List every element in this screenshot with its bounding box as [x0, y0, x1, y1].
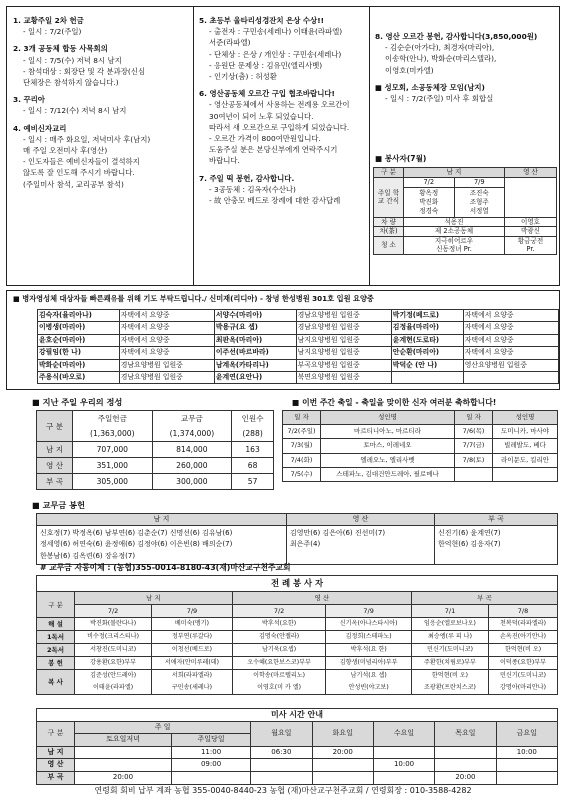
liturgy-cell: 한억현(비 오): [489, 644, 558, 657]
tithe-line: 한억현(6) 김응자(7): [438, 540, 501, 549]
patient-cell: 김숙자(율리아나): [38, 310, 120, 322]
patient-cell: 북면요양병원 입원중: [296, 372, 391, 384]
feast-cell: 빌레발도, 베다: [493, 439, 558, 453]
liturgy-row: [37, 644, 558, 657]
announcement-item: [199, 173, 365, 207]
liturgy-cell: 남기석(요 셉) 안성빈(야고보): [326, 670, 411, 695]
mass-day: 월요일: [251, 721, 312, 746]
liturgy-cell: 김향생(미념리아)부부: [326, 657, 411, 670]
liturgy-cell: 주환한(치림로)부부: [411, 657, 488, 670]
liturgy-label-header: 구 분: [37, 592, 75, 618]
patient-cell: 자택에서 요양중: [463, 310, 558, 322]
finance-cell: 351,000: [73, 458, 153, 474]
tithe-table: [36, 513, 558, 565]
finance-row: [37, 442, 274, 458]
patient-cell: 자택에서 요양중: [119, 347, 214, 359]
vol-cell: 이영호: [505, 217, 557, 227]
feast-cell: 엘레오노, 엘리사벳: [321, 453, 455, 467]
patient-cell: 최판옥(마리아): [214, 334, 296, 346]
feast-cell: 7/2(주일): [283, 425, 321, 439]
liturgy-cell: 민신기(도미니코) 강명아(마리안나): [489, 670, 558, 695]
volunteers-title: ■ 봉사자(7월): [375, 154, 427, 163]
mass-cell: [496, 771, 557, 784]
liturgy-cell: 한억현(비 오) 조광환(프란치스코): [411, 670, 488, 695]
liturgy-title: 전 례 봉 사 자: [37, 576, 558, 592]
liturgy-row: [37, 618, 558, 631]
mass-cell: 20:00: [435, 771, 496, 784]
announcement-line: 단체장은 참석하지 않습니다.): [23, 78, 119, 88]
feasts-title: ■ 이번 주간 축일 - 축일을 맞이한 신자 여러분 축하합니다!: [292, 398, 497, 407]
tithe-bugok: [435, 526, 558, 565]
mass-cell: [373, 746, 434, 759]
feast-header: 일 자: [283, 411, 321, 425]
mass-day: 수요일: [373, 721, 434, 746]
feast-cell: 토마스, 이레네오: [321, 439, 455, 453]
patient-row: [38, 359, 559, 371]
announcement-item: [199, 88, 365, 166]
announcement-line: 도움주실 분은 본당신부에게 연락주시기: [209, 145, 338, 155]
patient-cell: 경남요양병원 입원중: [296, 322, 391, 334]
mass-cell: 20:00: [75, 771, 172, 784]
fin-h: 교무금: [152, 411, 232, 427]
feast-cell: 라이문도, 킬리안: [493, 453, 558, 467]
announcement-line: 않도록 잘 인도해 주시기 바랍니다.: [23, 168, 135, 178]
patient-cell: 안순환(마리아): [391, 347, 463, 359]
liturgy-cell: 김명숙(안젤라): [232, 631, 326, 644]
announcement-line: 매 주일 오전미사 후(영산): [23, 146, 108, 156]
patient-cell: [391, 372, 463, 384]
bulletin-page: [6, 6, 560, 794]
liturgy-cell: 신기옥(아나스타시아): [326, 618, 411, 631]
patient-cell: 이주선(바르바라): [214, 347, 296, 359]
mass-sunday: 주 일: [75, 721, 251, 734]
footer-account: 연령회 회비 납부 계좌 농협 355-0040-8440-23 농협 (재)마산교구천주교회 / 연령회장 : 010-3588-4282: [94, 786, 472, 795]
tithe-title: ■ 교무금 봉헌: [32, 500, 85, 510]
patient-cell: 주용식(바오로): [38, 372, 120, 384]
vol-h-yeongsan: 영 산: [505, 168, 557, 178]
announcement-line: - 영산공동체에서 사용하는 전례용 오르간이: [209, 100, 350, 110]
mass-cell: 06:30: [251, 746, 312, 759]
mass-cell: [75, 746, 172, 759]
announcement-line: - 인도자들은 예비신자들이 결석하지: [23, 157, 140, 167]
mass-label: 남 지: [37, 746, 75, 759]
fin-h: 주일헌금: [73, 411, 153, 427]
announcement-line: 30여년이 되어 노후 되었습니다.: [209, 111, 314, 121]
mass-sunday-sub: 토요일저녁: [75, 734, 172, 747]
liturgy-cell: 이학송(마르텔리노) 이영호(미 카 엘): [232, 670, 326, 695]
liturgy-label: 복 사: [37, 670, 75, 695]
feast-row: [283, 425, 558, 439]
announcement-item: [13, 123, 189, 190]
feast-header: 성인명: [493, 411, 558, 425]
liturgy-cell: 임응순(엘로보나오): [411, 618, 488, 631]
feast-cell: 7/3(월): [283, 439, 321, 453]
mass-cell: [251, 759, 312, 772]
finance-cell: 163: [232, 442, 274, 458]
announcement-title: 3. 꾸리아: [13, 95, 45, 105]
announcement-item: [13, 43, 189, 88]
announcement-line: - 김순순(아가다), 최경자(마리아),: [385, 43, 495, 53]
liturgy-cell: 남기욱(요셉): [232, 644, 326, 657]
patient-cell: 영산요양병원 입원중: [463, 359, 558, 371]
mass-day: 화요일: [312, 721, 373, 746]
vol-cell: 황옥정 박진화 정경숙: [404, 188, 455, 217]
tithe-h: 부 곡: [435, 514, 558, 526]
liturgy-cell: 서창진(도미니코): [75, 644, 152, 657]
liturgy-label: 해 설: [37, 618, 75, 631]
feasts-table: [282, 410, 558, 482]
mass-sunday-sub: 주일당일: [171, 734, 250, 747]
volunteers-table: [373, 167, 557, 255]
feast-cell: 7/8(토): [455, 453, 493, 467]
mass-label-header: 구 분: [37, 721, 75, 746]
fin-h-label: 구 분: [37, 411, 73, 442]
announcement-line: - 일시 : 7/5(수) 저녁 8시 남지: [23, 55, 122, 65]
mass-title: 미사 시간 안내: [37, 709, 558, 722]
liturgy-cell: 박진화(볼란다나): [75, 618, 152, 631]
tithe-namji: [37, 526, 287, 565]
liturgy-cell: 박후석(요한): [232, 618, 326, 631]
finance-cell: 814,000: [152, 442, 232, 458]
patient-cell: 이병생(마리아): [38, 322, 120, 334]
announcement-title: 7. 주일 떡 봉헌, 감사합니다.: [199, 173, 295, 183]
feast-cell: 7/6(목): [455, 425, 493, 439]
liturgy-group: 영 산: [232, 592, 411, 605]
finance-cell: 영 산: [37, 458, 73, 474]
feast-cell: 7/7(금): [455, 439, 493, 453]
mass-cell: 10:00: [373, 759, 434, 772]
announcement-line: - 응원단 문제상 : 김유민(엘리사벳): [209, 60, 323, 70]
vol-cell: 제 2소공동체: [404, 227, 505, 237]
patient-cell: 박용규(요 셉): [214, 322, 296, 334]
mass-cell: 10:00: [496, 746, 557, 759]
announcement-line: 따라서 새 오르간으로 구입하게 되었습니다.: [209, 122, 350, 132]
finance-row: [37, 458, 274, 474]
vol-label: 차(茶): [374, 227, 404, 237]
patient-cell: 박화순(마리아): [38, 359, 120, 371]
patient-row: [38, 334, 559, 346]
feast-cell: 도미니카, 마사야: [493, 425, 558, 439]
liturgy-cell: 정부연(루갈다): [152, 631, 233, 644]
finance-title: ■ 지난 주일 우리의 정성: [32, 397, 123, 407]
announcement-line: 이영호(미카엘): [385, 65, 434, 75]
vol-h-namji: 남 지: [404, 168, 505, 178]
mass-day: 목요일: [435, 721, 496, 746]
liturgy-cell: 민신기(도미니코): [411, 644, 488, 657]
patient-row: [38, 347, 559, 359]
announcement-title: 6. 영산공동체 오르간 구입 협조바랍니다!: [199, 89, 335, 99]
feast-row: [283, 439, 558, 453]
liturgy-cell: 김준성(안드레아) 이태윤(라파엘): [75, 670, 152, 695]
liturgy-date: 7/2: [75, 605, 152, 618]
mass-cell: 11:00: [171, 746, 250, 759]
vol-label: 차 량: [374, 217, 404, 227]
fin-sub: (1,374,000): [152, 426, 232, 442]
announcement-item: [199, 15, 365, 82]
patient-cell: 박덕순 (안 나): [391, 359, 463, 371]
patient-row: [38, 310, 559, 322]
liturgy-group: 남 지: [75, 592, 233, 605]
announcement-line: - 단체상 : 은상 / 개인상 : 구민송(세레나): [209, 49, 342, 59]
finance-cell: 부 곡: [37, 474, 73, 490]
feast-row: [283, 467, 558, 481]
liturgy-table: [36, 575, 558, 695]
patient-cell: [463, 372, 558, 384]
mass-cell: [312, 771, 373, 784]
tithe-line: 한봉남(6) 김옥련(6) 장유정(7): [40, 551, 136, 560]
liturgy-cell: 손옥진(아기안나): [489, 631, 558, 644]
mass-row: [37, 771, 558, 784]
liturgy-cell: 최승엥(루 피 나): [411, 631, 488, 644]
patient-cell: 김정율(마리아): [391, 322, 463, 334]
vol-cell: 지극히어르우 신동정녀 Pr.: [404, 236, 505, 254]
feast-header: 성인명: [321, 411, 455, 425]
mass-cell: 09:00: [171, 759, 250, 772]
feast-row: [283, 453, 558, 467]
tithe-line: 김영만(6) 김은아(6) 진선미(7): [290, 529, 386, 538]
mass-row: [37, 759, 558, 772]
vol-cell: 석용진: [404, 217, 505, 227]
patient-cell: 남계옥(카타리나): [214, 359, 296, 371]
finance-cell: 305,000: [73, 474, 153, 490]
finance-cell: 68: [232, 458, 274, 474]
patient-cell: 남지요양병원 입원중: [296, 334, 391, 346]
patient-cell: 자택에서 요양중: [119, 310, 214, 322]
tithe-h: 남 지: [37, 514, 287, 526]
patient-cell: 경남요양병원 입원중: [119, 359, 214, 371]
announcement-line: 바랍니다.: [209, 156, 240, 166]
announcement-item: [13, 15, 189, 37]
mass-cell: [435, 759, 496, 772]
announcement-title: 8. 영산 오르간 봉헌, 감사합니다(3,850,000원): [375, 32, 538, 41]
announcement-line: - 인기상(춤) : 허성환: [209, 72, 277, 82]
liturgy-cell: 김정희(스테파노): [326, 631, 411, 644]
announcement-item: [375, 31, 557, 76]
feast-cell: [493, 467, 558, 481]
finance-cell: 남 지: [37, 442, 73, 458]
mass-cell: [75, 759, 172, 772]
announcement-title: 2. 3개 공동체 합동 사목회의: [13, 44, 108, 54]
liturgy-cell: 비수정(크리스티나): [75, 631, 152, 644]
announcements-col-2: [199, 15, 365, 212]
feast-header: 일 자: [455, 411, 493, 425]
liturgy-cell: 서희(라파엘라) 구민송(세레나): [152, 670, 233, 695]
tithe-yeongsan: [287, 526, 435, 565]
feast-cell: 7/4(화): [283, 453, 321, 467]
liturgy-cell: 박후석(요 한): [326, 644, 411, 657]
liturgy-row: [37, 670, 558, 695]
announcement-title: 4. 예비신자교리: [13, 123, 67, 133]
finance-cell: 300,000: [152, 474, 232, 490]
fin-sub: (288): [232, 426, 274, 442]
liturgy-date: 7/1: [411, 605, 488, 618]
tithe-line: 신호정(7) 박정옥(6) 남부연(6) 김춘순(7) 신명선(6) 김유남(6): [40, 529, 233, 538]
liturgy-cell: 베미숙(맹기): [152, 618, 233, 631]
liturgy-label: 봉 헌: [37, 657, 75, 670]
mass-cell: [251, 771, 312, 784]
mass-cell: [373, 771, 434, 784]
patient-cell: 자택에서 요양중: [119, 334, 214, 346]
liturgy-date: 7/9: [152, 605, 233, 618]
feast-cell: 스테파노, 김대건안드레아, 필로메나: [321, 467, 455, 481]
announcements-box: [6, 6, 560, 286]
announcement-line: - 일시 : 7/2(주일) 미사 후 회합실: [385, 94, 494, 104]
announcement-line: 서준(라파엘): [209, 38, 251, 48]
vol-label: 주일 학교 간식: [374, 177, 404, 217]
mass-cell: [435, 746, 496, 759]
patient-cell: 자택에서 요양중: [463, 334, 558, 346]
patients-box: [6, 290, 560, 390]
vol-cell: 조진숙 조형주 서정열: [454, 188, 505, 217]
patient-cell: 윤호순(마리아): [38, 334, 120, 346]
liturgy-group: 부 곡: [411, 592, 557, 605]
announcement-line: - 일시 : 7/12(수) 저녁 8시 남지: [23, 106, 127, 116]
tithe-account: # 교무금 자동이체 : (농협)355-0014-8180-43(재)마산교구천주교회: [40, 563, 291, 572]
announcement-line: - 일시 : 7/2(주일): [23, 27, 82, 37]
liturgy-date: 7/9: [326, 605, 411, 618]
feast-cell: 마르티니아노, 마르티라: [321, 425, 455, 439]
liturgy-label: 1독서: [37, 631, 75, 644]
patient-cell: 경남요양병원 입원중: [296, 310, 391, 322]
announcement-line: (주일미사 참석, 교리공부 참석): [23, 179, 124, 189]
patient-cell: 강필임(한 나): [38, 347, 120, 359]
liturgy-cell: 강용환(요한)부부: [75, 657, 152, 670]
patient-row: [38, 322, 559, 334]
vol-h-label: 구 분: [374, 168, 404, 178]
patient-cell: 부곡요양병원 입원중: [296, 359, 391, 371]
finance-row: [37, 474, 274, 490]
feast-cell: 7/5(수): [283, 467, 321, 481]
patient-cell: 남지요양병원 입원중: [296, 347, 391, 359]
announcement-title: 1. 교황주일 2차 헌금: [13, 16, 84, 25]
liturgy-cell: 서애자(안미루레(데): [152, 657, 233, 670]
vol-date: 7/9: [454, 177, 505, 188]
announcement-line: - 일시 : 매주 화요일, 저녁미사 후(남지): [23, 134, 151, 144]
liturgy-cell: 천복덕(라파엘라): [489, 618, 558, 631]
liturgy-date: 7/2: [232, 605, 326, 618]
tithe-line: 정세영(6) 허연숙(6) 윤정애(6) 김정야(6) 이은빈(8) 배의순(7): [40, 540, 233, 549]
vol-date: 7/2: [404, 177, 455, 188]
fin-sub: (1,363,000): [73, 426, 153, 442]
announcement-title: ■ 성모회, 소공동체장 모임(남지): [375, 82, 485, 92]
patient-cell: 경남요양병원 입원중: [119, 372, 214, 384]
liturgy-row: [37, 631, 558, 644]
announcement-line: - 故 안충모 베드로 장례에 대한 감사답례: [209, 196, 341, 206]
liturgy-cell: 오수혜(요한보스코)부부: [232, 657, 326, 670]
announcement-item: [375, 82, 557, 104]
patient-cell: 자택에서 요양중: [463, 347, 558, 359]
mass-day: 금요일: [496, 721, 557, 746]
announcement-line: - 3공동체 : 김옥자(수산나): [209, 184, 296, 194]
patient-cell: 서양수(마리아): [214, 310, 296, 322]
announcement-line: - 참석대상 : 회장단 및 각 분과장(신심: [23, 66, 146, 76]
tithe-h: 영 산: [287, 514, 435, 526]
mass-table: [36, 708, 558, 785]
mass-row: [37, 746, 558, 759]
finance-cell: 57: [232, 474, 274, 490]
patient-cell: 윤계연(요안나): [214, 372, 296, 384]
announcement-line: - 오르간 가격이 800여만원입니다.: [209, 134, 321, 144]
tithe-line: 최은주(4): [290, 540, 321, 549]
announcement-line: 이송학(안나), 박화순(마리스텔라),: [385, 54, 497, 64]
mass-cell: 20:00: [312, 746, 373, 759]
patient-cell: 박기정(베드로): [391, 310, 463, 322]
liturgy-date: 7/8: [489, 605, 558, 618]
patient-cell: 윤계현(도로타): [391, 334, 463, 346]
mass-cell: [171, 771, 250, 784]
vol-cell: 박광신: [505, 227, 557, 237]
fin-h: 인원수: [232, 411, 274, 427]
announcements-col-3: [375, 31, 557, 110]
liturgy-cell: 이덕종(요한)부부: [489, 657, 558, 670]
liturgy-row: [37, 657, 558, 670]
announcement-title: 5. 초등부 울타리성경잔치 은상 수상!!: [199, 16, 324, 25]
mass-cell: [312, 759, 373, 772]
announcements-col-1: [13, 15, 189, 196]
finance-cell: 260,000: [152, 458, 232, 474]
patients-title: ■ 병자영성체 대상자들 빠른쾌유를 위해 기도 부탁드립니다./ 신미재(리디아) - 창녕 한성병원 301호 입원 요양중: [13, 294, 374, 303]
vol-cell: 황금궁전 Pr.: [505, 236, 557, 254]
mass-label: 영 산: [37, 759, 75, 772]
finance-cell: 707,000: [73, 442, 153, 458]
feast-cell: [455, 467, 493, 481]
vol-label: 청 소: [374, 236, 404, 254]
patients-table: [37, 309, 559, 384]
vol-cell: [505, 177, 557, 217]
liturgy-cell: 이청선(베드로): [152, 644, 233, 657]
mass-label: 부 곡: [37, 771, 75, 784]
patient-row: [38, 372, 559, 384]
mass-cell: [496, 759, 557, 772]
announcement-item: [13, 94, 189, 116]
announcement-line: - 출전자 : 구민송(세레나) 이태윤(라파엘): [209, 27, 343, 37]
liturgy-label: 2독서: [37, 644, 75, 657]
patient-cell: 자택에서 요양중: [463, 322, 558, 334]
patient-cell: 자택에서 요양중: [119, 322, 214, 334]
tithe-line: 신진기(6) 윤계연(7): [438, 529, 501, 538]
finance-table: [36, 410, 274, 490]
